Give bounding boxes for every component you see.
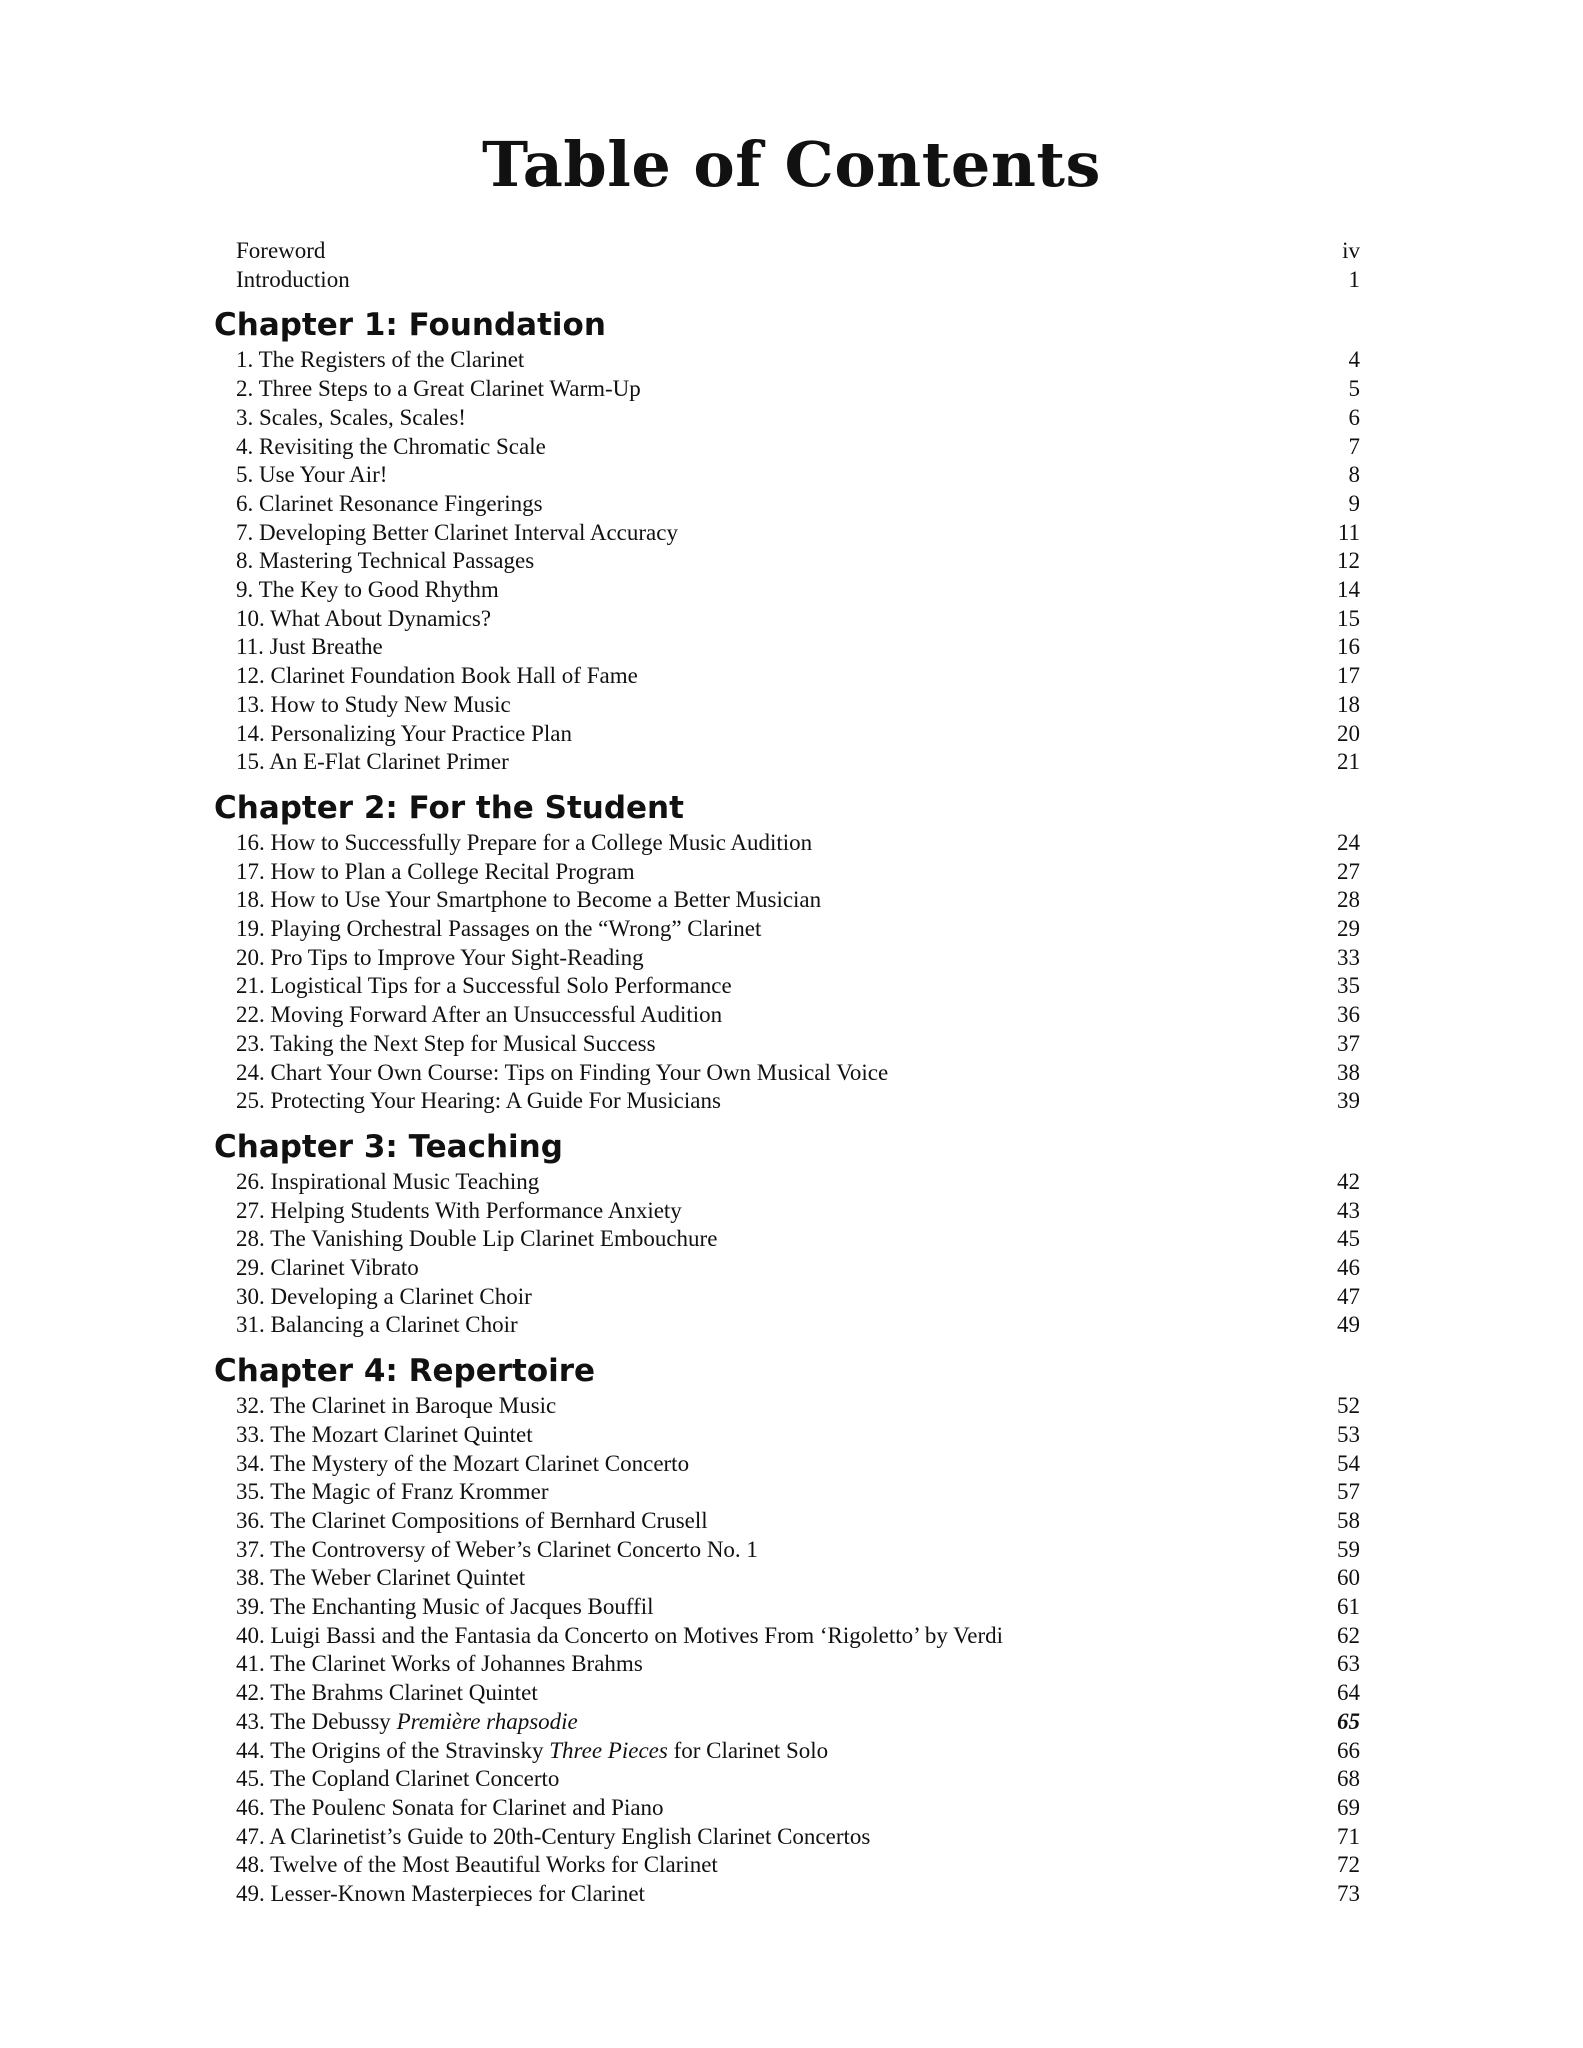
toc-page-number: 63 [1337, 1651, 1360, 1677]
toc-entry-title-text: 45. The Copland Clarinet Concerto [236, 1766, 560, 1792]
toc-page-number: 71 [1337, 1823, 1360, 1849]
toc-entry[interactable] [236, 690, 1360, 719]
toc-page-number: 18 [1337, 691, 1360, 717]
page-title: Table of Contents [482, 128, 1101, 201]
toc-entry-title-text: 1. The Registers of the Clarinet [236, 347, 525, 373]
toc-entry[interactable] [236, 575, 1360, 604]
toc-entry-title [236, 1535, 758, 1564]
toc-entry[interactable] [236, 546, 1360, 575]
chapter-heading[interactable]: Chapter 2: For the Student [214, 789, 684, 826]
toc-entry-title-text: 23. Taking the Next Step for Musical Success [236, 1030, 656, 1056]
toc-entry-title [236, 828, 812, 857]
toc-entry-title-text: 5. Use Your Air! [236, 462, 388, 488]
toc-page-number: 24 [1337, 829, 1360, 855]
toc-entry[interactable] [236, 1029, 1360, 1058]
toc-entry-title-text: 29. Clarinet Vibrato [236, 1255, 419, 1280]
toc-entry[interactable] [236, 943, 1360, 972]
toc-page-number: 46 [1337, 1255, 1360, 1280]
toc-entry-title-text: 36. The Clarinet Compositions of Bernhard Crusell [236, 1507, 708, 1533]
toc-entry-title-suffix: for Clarinet Solo [667, 1737, 829, 1763]
toc-entry[interactable] [236, 1058, 1360, 1087]
toc-entry[interactable] [236, 1649, 1360, 1678]
toc-entry[interactable] [236, 914, 1360, 943]
toc-entry-title-text: 12. Clarinet Foundation Book Hall of Fame [236, 663, 638, 689]
toc-entry-title-text: 30. Developing a Clarinet Choir [236, 1283, 532, 1309]
toc-entry-title [236, 1506, 708, 1535]
toc-page-number: iv [1342, 238, 1360, 263]
toc-page-number: 35 [1337, 973, 1360, 999]
toc-entry-title [236, 1224, 717, 1253]
toc-page-number: 64 [1337, 1680, 1360, 1706]
chapter-heading[interactable]: Chapter 3: Teaching [214, 1128, 563, 1165]
toc-entry-title [236, 518, 678, 547]
toc-entry-title [236, 1563, 525, 1592]
toc-entry-title-text: 41. The Clarinet Works of Johannes Brahms [236, 1651, 643, 1677]
toc-entry-title-text: 11. Just Breathe [236, 634, 383, 660]
toc-entry[interactable] [236, 1535, 1360, 1564]
toc-entry-title [236, 1764, 559, 1793]
toc-page-number: 5 [1348, 376, 1360, 402]
toc-entry-title-text: 47. A Clarinetist’s Guide to 20th-Century English Clarinet Concertos [236, 1823, 871, 1849]
toc-entry-title-text: 16. How to Successfully Prepare for a College Music Audition [236, 829, 813, 855]
toc-page-number: 33 [1337, 944, 1360, 970]
toc-entry[interactable] [236, 1224, 1360, 1253]
toc-entry-title-text: 46. The Poulenc Sonata for Clarinet and Piano [236, 1794, 664, 1820]
toc-entry-title-text: 15. An E-Flat Clarinet Primer [236, 749, 509, 775]
toc-page-number: 72 [1337, 1852, 1360, 1878]
toc-entry[interactable] [236, 885, 1360, 914]
toc-page-number: 60 [1337, 1565, 1360, 1591]
toc-entry-title-text: 40. Luigi Bassi and the Fantasia da Concerto on Motives From ‘Rigoletto’ by Verdi [236, 1622, 1003, 1648]
toc-page-number: 38 [1337, 1059, 1360, 1085]
toc-entry-title-text: 44. The Origins of the Stravinsky [236, 1737, 550, 1763]
toc-entry-title-text: 38. The Weber Clarinet Quintet [236, 1565, 526, 1591]
toc-entry-title-text: 20. Pro Tips to Improve Your Sight-Reading [236, 944, 644, 970]
toc-entry-title [236, 236, 325, 265]
toc-entry[interactable] [236, 1449, 1360, 1478]
toc-page-number: 69 [1337, 1794, 1360, 1820]
toc-page-number: 21 [1337, 749, 1360, 775]
toc-page-number: 57 [1337, 1479, 1360, 1505]
toc-entry[interactable] [236, 1253, 1360, 1282]
toc-page-number: 68 [1337, 1766, 1360, 1792]
toc-page-number: 58 [1337, 1507, 1360, 1533]
toc-entry-title [236, 661, 638, 690]
toc-entry[interactable] [236, 1391, 1360, 1420]
toc-entry-title-text: 25. Protecting Your Hearing: A Guide For Musicians [236, 1088, 721, 1114]
toc-entry[interactable] [236, 1621, 1360, 1650]
toc-page-number: 54 [1337, 1450, 1360, 1476]
toc-entry[interactable] [236, 1000, 1360, 1029]
toc-page-number: 52 [1337, 1393, 1360, 1419]
toc-entry-title [236, 1793, 664, 1822]
toc-entry-title-text: 4. Revisiting the Chromatic Scale [236, 433, 546, 459]
toc-entry-title [236, 747, 509, 776]
toc-entry-title [236, 719, 572, 748]
toc-page-number: 28 [1337, 887, 1360, 913]
toc-entry-title-text: 21. Logistical Tips for a Successful Solo Performance [236, 973, 732, 999]
toc-page-number: 14 [1337, 577, 1360, 602]
toc-page-number: 42 [1337, 1168, 1360, 1194]
toc-entry-title [236, 1736, 828, 1765]
chapter-heading[interactable]: Chapter 1: Foundation [214, 307, 606, 344]
toc-page-number: 73 [1337, 1881, 1360, 1906]
toc-entry-title [236, 374, 641, 403]
toc-entry-title-text: 7. Developing Better Clarinet Interval Accuracy [236, 519, 678, 545]
toc-entry-title [236, 1621, 1003, 1650]
toc-entry-title-text: 32. The Clarinet in Baroque Music [236, 1393, 557, 1419]
toc-page-number: 37 [1337, 1030, 1360, 1056]
toc-entry[interactable] [236, 1477, 1360, 1506]
toc-page-number: 59 [1337, 1536, 1360, 1562]
toc-entry[interactable] [236, 432, 1360, 461]
toc-entry[interactable] [236, 1707, 1360, 1736]
toc-page-number: 66 [1337, 1737, 1360, 1763]
toc-entry-title [236, 489, 543, 518]
toc-entry-title-text: Introduction [236, 266, 350, 292]
toc-entry[interactable] [236, 403, 1360, 432]
toc-entry[interactable] [236, 828, 1360, 857]
toc-entry[interactable] [236, 236, 1360, 265]
toc-entry-title-text: 35. The Magic of Franz Krommer [236, 1479, 549, 1505]
toc-entry-title-text: 10. What About Dynamics? [236, 605, 492, 631]
toc-entry-title-text: 3. Scales, Scales, Scales! [236, 404, 466, 430]
toc-entry-title-text: 42. The Brahms Clarinet Quintet [236, 1680, 538, 1706]
toc-entry-title-text: 27. Helping Students With Performance Anxiety [236, 1197, 682, 1223]
toc-entry-title [236, 1707, 578, 1736]
toc-entry-title-text: 18. How to Use Your Smartphone to Become a Better Musician [236, 887, 822, 913]
toc-entry-title [236, 1196, 682, 1225]
toc-entry[interactable] [236, 460, 1360, 489]
toc-entry-title-text: 43. The Debussy [236, 1708, 397, 1734]
toc-entry-title-text: 22. Moving Forward After an Unsuccessful Audition [236, 1002, 723, 1028]
toc-page-number: 9 [1348, 490, 1360, 516]
toc-entry[interactable] [236, 1167, 1360, 1196]
toc-page-number: 53 [1337, 1421, 1360, 1447]
toc-entry-title-text: 37. The Controversy of Weber’s Clarinet Concerto No. 1 [236, 1536, 758, 1562]
toc-entry-title [236, 914, 761, 943]
toc-entry-title [236, 546, 534, 575]
toc-entry-title-text: 19. Playing Orchestral Passages on the “Wrong” Clarinet [236, 916, 762, 941]
toc-entry[interactable] [236, 719, 1360, 748]
toc-entry-title [236, 1592, 654, 1621]
toc-entry-title [236, 1879, 645, 1908]
toc-page-number: 4 [1348, 347, 1360, 373]
toc-entry-title-text: 8. Mastering Technical Passages [236, 548, 535, 574]
toc-page-number: 49 [1337, 1312, 1360, 1338]
toc-entry[interactable] [236, 971, 1360, 1000]
toc-page-number: 27 [1337, 858, 1360, 884]
toc-page-number: 47 [1337, 1283, 1360, 1309]
toc-entry[interactable] [236, 1420, 1360, 1449]
toc-entry-title [236, 690, 511, 719]
toc-entry-title [236, 1086, 721, 1115]
toc-entry-title [236, 1391, 556, 1420]
chapter-heading[interactable]: Chapter 4: Repertoire [214, 1353, 596, 1390]
toc-page-number: 7 [1348, 433, 1360, 459]
toc-page-number: 16 [1337, 634, 1360, 660]
toc-entry-title-text: 31. Balancing a Clarinet Choir [236, 1312, 518, 1338]
toc-entry-title [236, 1649, 643, 1678]
toc-entry-title-text: 26. Inspirational Music Teaching [236, 1168, 540, 1194]
toc-entry-title [236, 1167, 539, 1196]
toc-entry-title [236, 1477, 549, 1506]
toc-entry-title [236, 1282, 532, 1311]
toc-entry[interactable] [236, 1563, 1360, 1592]
toc-entry[interactable] [236, 345, 1360, 374]
toc-entry[interactable] [236, 1310, 1360, 1339]
toc-page-number: 15 [1337, 605, 1360, 631]
toc-entry-title-text: 14. Personalizing Your Practice Plan [236, 720, 573, 746]
toc-page-number: 43 [1337, 1197, 1360, 1223]
toc-entry-title [236, 1449, 689, 1478]
toc-entry-title [236, 1822, 870, 1851]
toc-entry-title-text: 49. Lesser-Known Masterpieces for Clarinet [236, 1881, 645, 1906]
toc-page-number: 11 [1337, 519, 1360, 545]
toc-entry[interactable] [236, 604, 1360, 633]
toc-entry-title [236, 971, 732, 1000]
toc-entry-title [236, 345, 524, 374]
toc-entry-title [236, 403, 466, 432]
toc-entry-title-text: 28. The Vanishing Double Lip Clarinet Embouchure [236, 1226, 718, 1252]
toc-page-number: 61 [1337, 1594, 1360, 1619]
toc-entry[interactable] [236, 1850, 1360, 1879]
toc-entry-title [236, 1253, 419, 1282]
toc-page-number: 45 [1337, 1226, 1360, 1252]
toc-entry-title [236, 885, 821, 914]
toc-page-number: 12 [1337, 548, 1360, 574]
toc-entry-title-italic: Première rhapsodie [396, 1708, 578, 1734]
toc-page-number: 6 [1348, 404, 1360, 430]
toc-entry[interactable] [236, 1086, 1360, 1115]
toc-entry-title-text: 9. The Key to Good Rhythm [236, 577, 499, 602]
toc-entry-title-text: 24. Chart Your Own Course: Tips on Finding Your Own Musical Voice [236, 1059, 889, 1085]
toc-page-number: 36 [1337, 1002, 1360, 1028]
toc-entry-title-text: 39. The Enchanting Music of Jacques Bouffil [236, 1594, 654, 1619]
toc-entry[interactable] [236, 1196, 1360, 1225]
toc-page-number: 62 [1337, 1622, 1360, 1648]
toc-entry-title [236, 460, 387, 489]
toc-entry-title [236, 1029, 656, 1058]
toc-entry[interactable] [236, 265, 1360, 294]
toc-page-number: 20 [1337, 720, 1360, 746]
toc-entry-title [236, 1058, 888, 1087]
toc-entry-title [236, 575, 499, 604]
toc-entry-title-text: 13. How to Study New Music [236, 691, 511, 717]
toc-entry-title-text: 6. Clarinet Resonance Fingerings [236, 490, 543, 516]
toc-entry-title [236, 857, 635, 886]
toc-page-number: 65 [1337, 1708, 1360, 1734]
toc-entry[interactable] [236, 1879, 1360, 1908]
toc-entry-title [236, 432, 546, 461]
toc-entry[interactable] [236, 857, 1360, 886]
toc-entry-title-text: 48. Twelve of the Most Beautiful Works for Clarinet [236, 1852, 718, 1878]
toc-page-number: 8 [1348, 462, 1360, 488]
toc-entry-title [236, 604, 491, 633]
toc-entry[interactable] [236, 1736, 1360, 1765]
toc-entry[interactable] [236, 661, 1360, 690]
toc-entry[interactable] [236, 489, 1360, 518]
toc-entry-title [236, 1420, 533, 1449]
toc-entry[interactable] [236, 518, 1360, 547]
toc-page-number: 17 [1337, 663, 1360, 689]
toc-entry[interactable] [236, 1592, 1360, 1621]
toc-entry[interactable] [236, 1506, 1360, 1535]
toc-entry-title [236, 1678, 538, 1707]
toc-page-number: 29 [1337, 916, 1360, 941]
toc-entry-title-text: 33. The Mozart Clarinet Quintet [236, 1421, 533, 1447]
toc-entry-title [236, 632, 383, 661]
toc-entry-title [236, 265, 350, 294]
toc-entry-title [236, 943, 644, 972]
toc-entry-title-italic: Three Pieces [549, 1737, 668, 1763]
toc-entry-title [236, 1310, 518, 1339]
toc-entry[interactable] [236, 1793, 1360, 1822]
toc-entry[interactable] [236, 1822, 1360, 1851]
toc-entry-title-text: Foreword [236, 238, 326, 263]
toc-page-number: 1 [1348, 266, 1360, 292]
toc-entry[interactable] [236, 632, 1360, 661]
toc-entry[interactable] [236, 1282, 1360, 1311]
toc-entry-title-text: 34. The Mystery of the Mozart Clarinet Concerto [236, 1450, 690, 1476]
toc-entry[interactable] [236, 1764, 1360, 1793]
toc-page-number: 39 [1337, 1088, 1360, 1114]
toc-entry[interactable] [236, 1678, 1360, 1707]
toc-entry-title [236, 1000, 722, 1029]
toc-entry[interactable] [236, 747, 1360, 776]
toc-entry-title [236, 1850, 718, 1879]
toc-entry-title-text: 17. How to Plan a College Recital Program [236, 858, 635, 884]
toc-entry-title-text: 2. Three Steps to a Great Clarinet Warm-Up [236, 376, 641, 402]
toc-entry[interactable] [236, 374, 1360, 403]
